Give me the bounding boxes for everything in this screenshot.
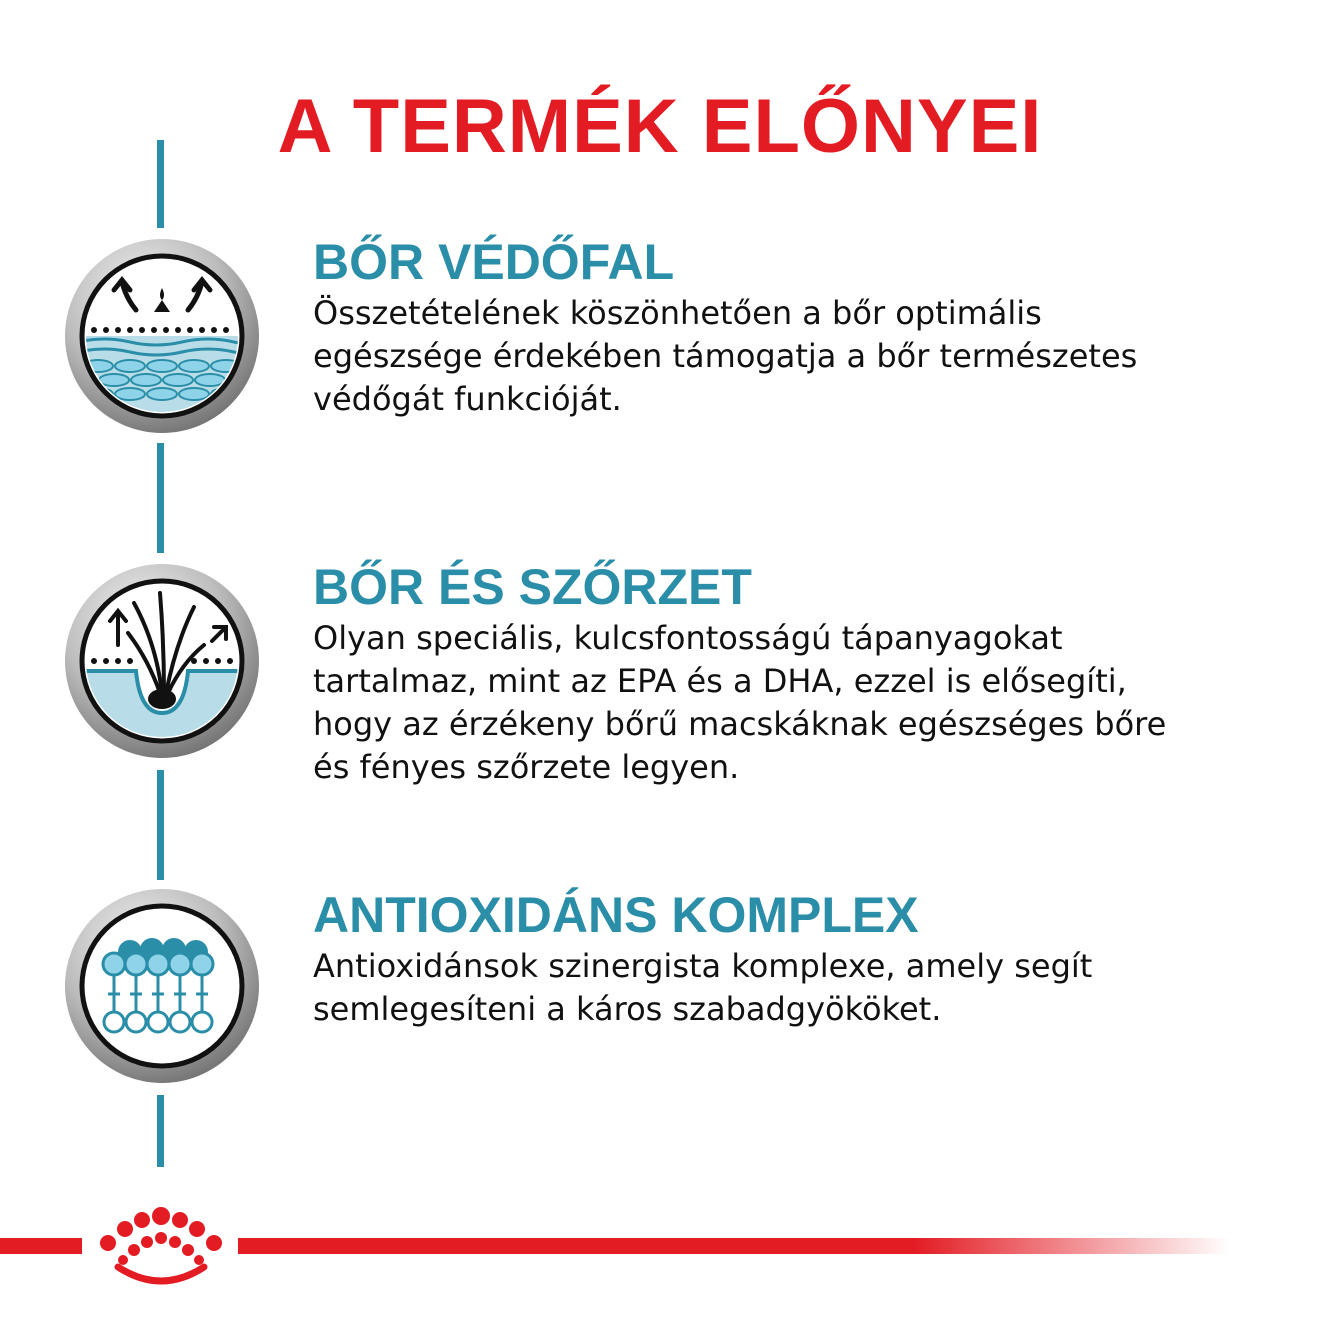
feature-text-line: és fényes szőrzete legyen. [313, 748, 740, 786]
feature-text-line: tartalmaz, mint az EPA és a DHA, ezzel is elősegíti, [313, 662, 1127, 700]
feature-text [313, 292, 1293, 421]
feature-skin-and-coat [313, 559, 1293, 789]
page-title: A TERMÉK ELŐNYEI [277, 83, 1043, 169]
feature-antioxidant-complex [313, 887, 1293, 1031]
timeline-segment [157, 443, 164, 553]
feature-text-line: egészsége érdekében támogatja a bőr természetes [313, 337, 1138, 375]
footer-line-left [0, 1238, 82, 1254]
feature-skin-barrier [313, 234, 1293, 421]
feature-text [313, 945, 1293, 1031]
feature-text-line: Összetételének köszönhetően a bőr optimális [313, 294, 1042, 332]
skin-and-coat-icon [64, 563, 260, 759]
timeline-segment-bottom [157, 1095, 164, 1167]
skin-barrier-icon [64, 238, 260, 434]
feature-title: BŐR VÉDŐFAL [313, 234, 675, 290]
feature-title: ANTIOXIDÁNS KOMPLEX [313, 887, 919, 943]
timeline-segment [157, 770, 164, 880]
feature-text-line: Antioxidánsok szinergista komplexe, amely segít [313, 947, 1093, 985]
feature-text [313, 617, 1293, 789]
feature-title: BŐR ÉS SZŐRZET [313, 559, 752, 615]
royal-canin-crown-icon [92, 1205, 230, 1287]
feature-text-line: semlegesíteni a káros szabadgyököket. [313, 990, 942, 1028]
feature-text-line: hogy az érzékeny bőrű macskáknak egészséges bőre [313, 705, 1167, 743]
feature-text-line: Olyan speciális, kulcsfontosságú tápanyagokat [313, 619, 1063, 657]
antioxidant-complex-icon [64, 888, 260, 1084]
footer-line-right [238, 1238, 1230, 1254]
timeline-segment-top [157, 140, 164, 228]
feature-text-line: védőgát funkcióját. [313, 380, 622, 418]
